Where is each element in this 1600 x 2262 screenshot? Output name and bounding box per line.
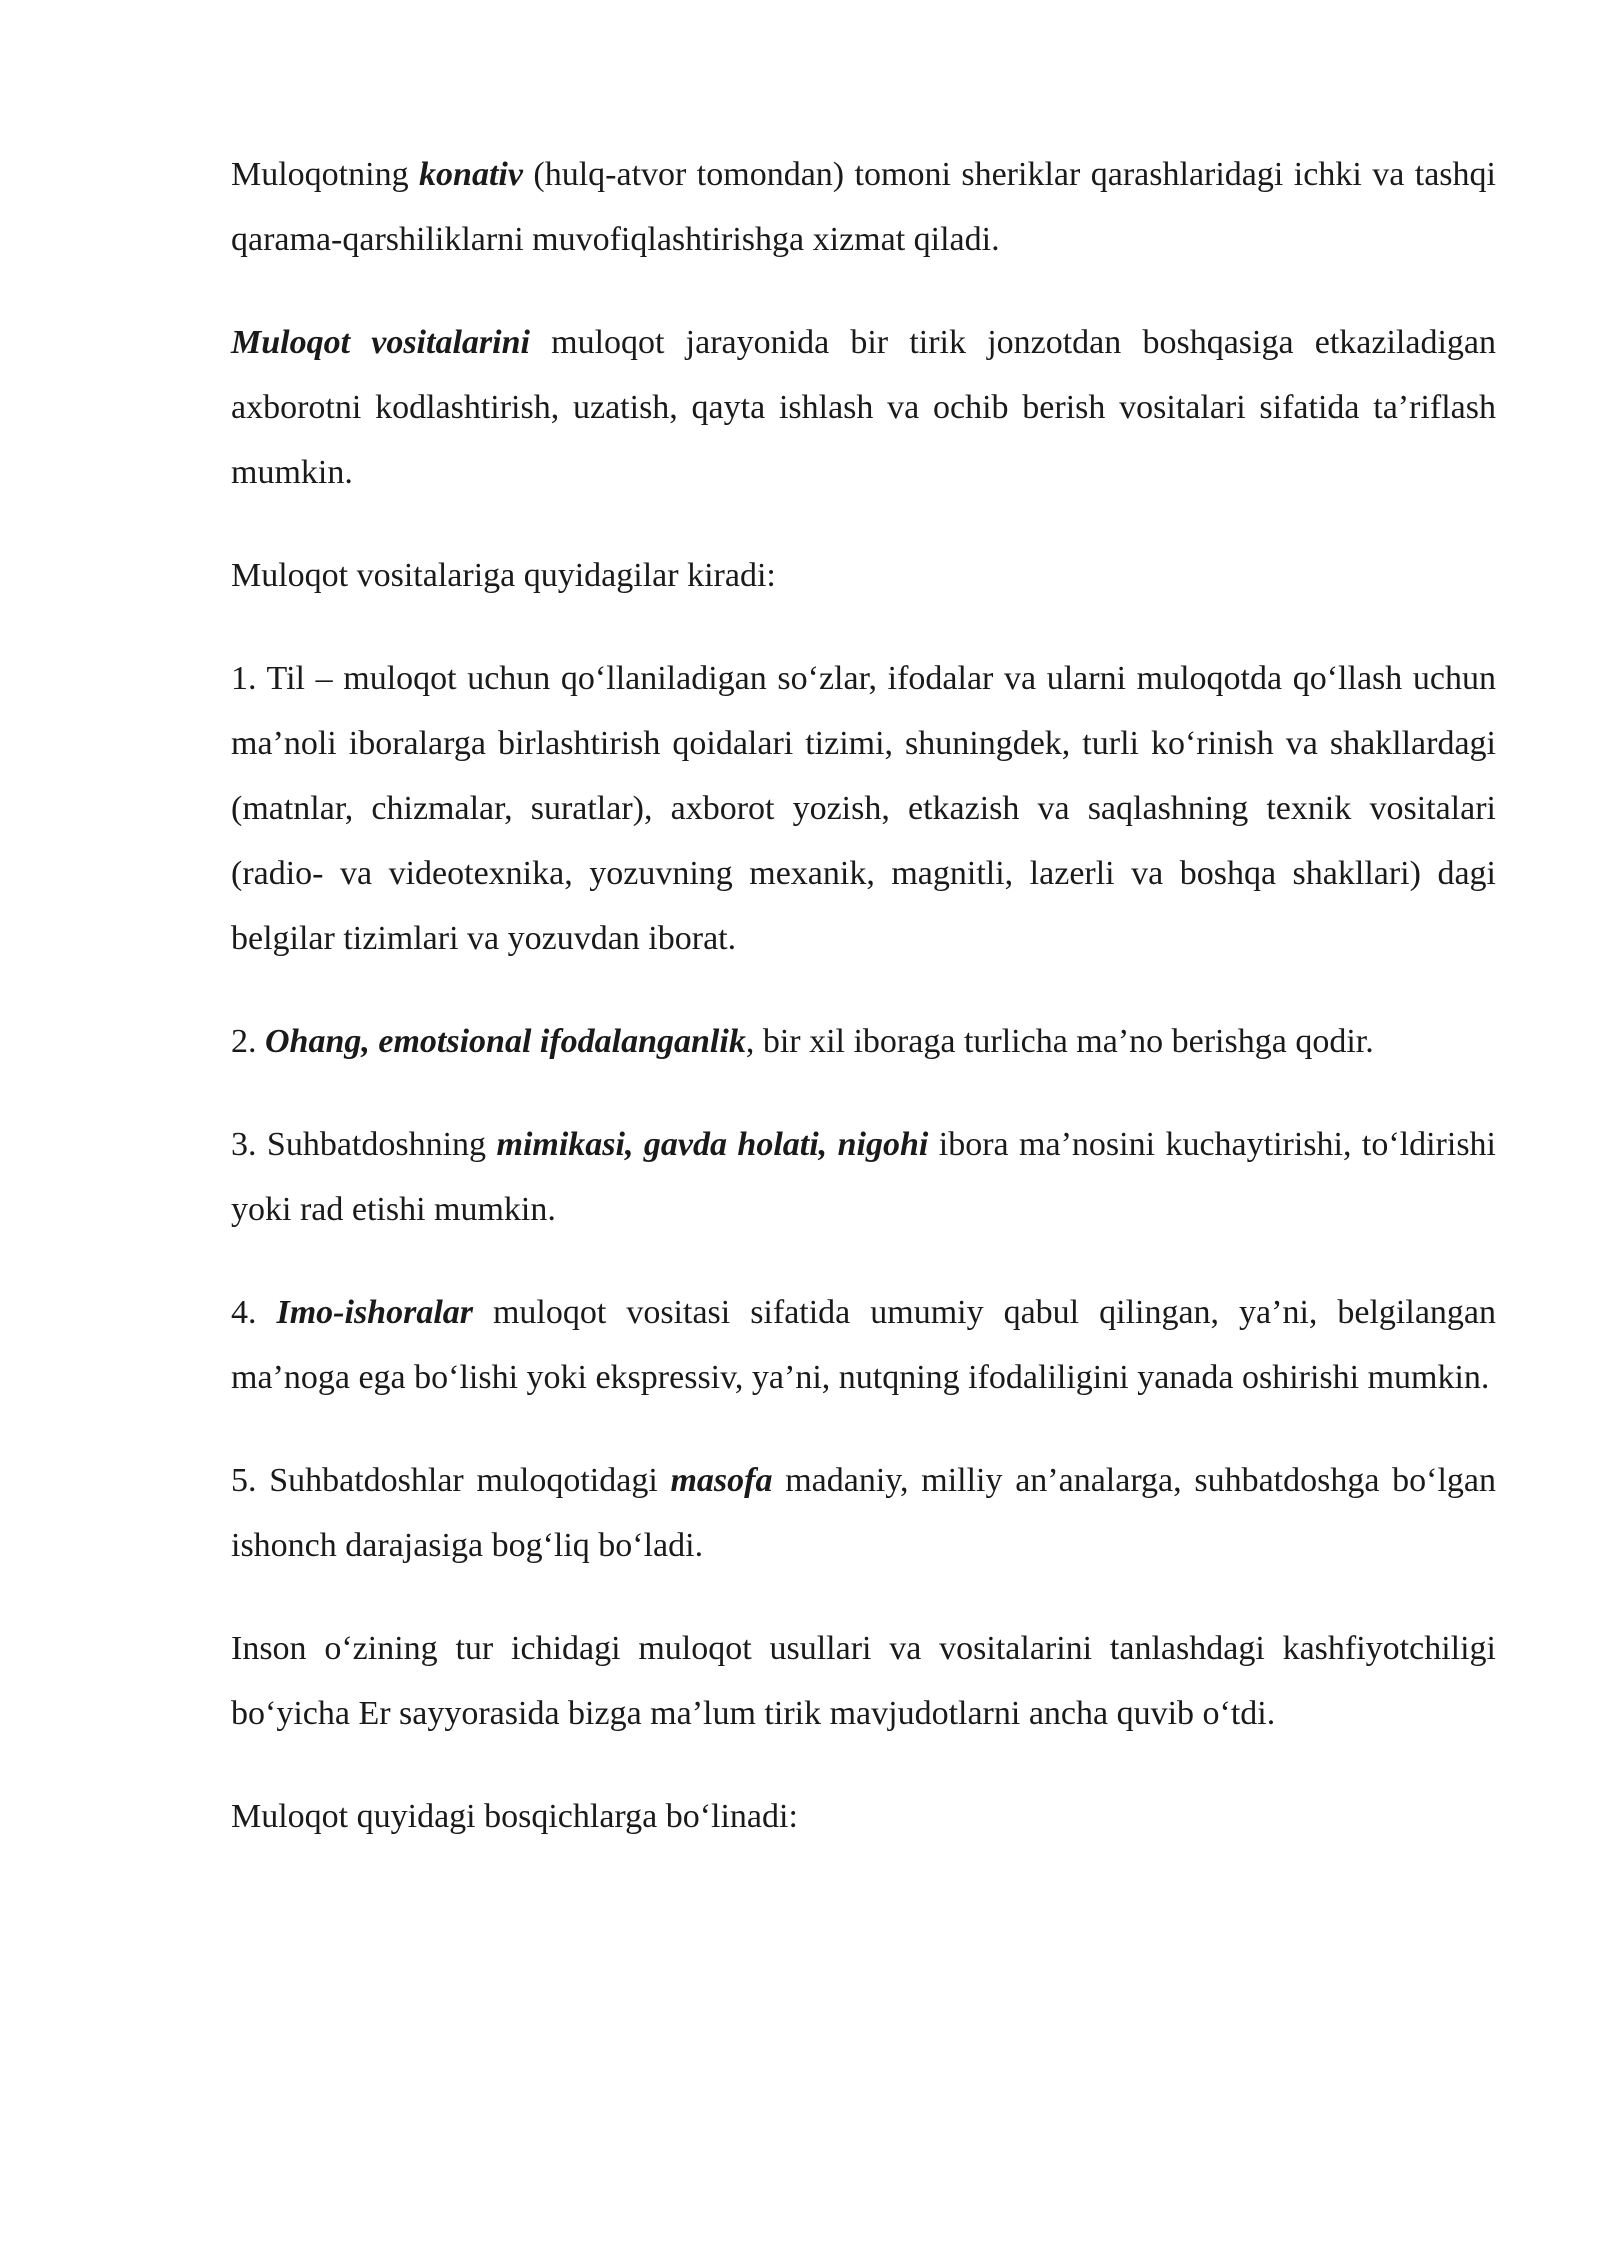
paragraph-text: (hulq-atvor tomondan) tomoni sheriklar qarashlaridagi ichki va tashqi qarama-qarshiliklarni muvofiqlashtirishga xizmat qiladi. (231, 156, 1496, 258)
list-item-2 (231, 1009, 1496, 1074)
term-ohang: Ohang, emotsional ifodalanganlik (265, 1023, 746, 1060)
list-item-text: 3. Suhbatdoshning (231, 1126, 497, 1163)
term-konativ: konativ (419, 156, 523, 193)
list-item-text: ibora ma’nosini kuchaytirishi, to‘ldirishi yoki rad etishi mumkin. (231, 1126, 1497, 1228)
list-item-text: 5. Suhbatdoshlar muloqotidagi (231, 1462, 671, 1499)
term-masofa: masofa (670, 1462, 773, 1499)
paragraph-text: muloqot jarayonida bir tirik jonzotdan boshqasiga etkaziladigan axborotni kodlashtirish, uzatish, qayta ishlash va ochib berish vositalari sifatida ta’riflash mumkin. (231, 324, 1496, 491)
list-item-text: , bir xil iboraga turlicha ma’no berishga qodir. (745, 1023, 1374, 1060)
term-muloqot-vositalarini: Muloqot vositalarini (231, 324, 530, 361)
paragraph-text: Muloqot quyidagi bosqichlarga bo‘linadi: (231, 1798, 798, 1835)
list-item-4 (231, 1280, 1496, 1410)
list-item-number: 2. (231, 1023, 265, 1060)
term-imo-ishoralar: Imo-ishoralar (276, 1294, 473, 1331)
paragraph-muloqot-vositalari (231, 310, 1496, 505)
term-mimikasi: mimikasi, gavda holati, nigohi (496, 1126, 929, 1163)
list-item-5 (231, 1448, 1496, 1578)
paragraph-text: Muloqotning (231, 156, 420, 193)
list-item-text: 1. Til – muloqot uchun qo‘llaniladigan so‘zlar, ifodalar va ularni muloqotda qo‘llash uchun ma’noli iboralarga birlashtirish qoidalari tizimi, shuningdek, turli ko‘rinish va shakllardagi (matnlar, chizmalar, suratlar), axborot yozish, etkazish va saqlashning texnik vositalari (radio- va videotexnika, yozuvning mexanik, magnitli, lazerli va boshqa shakllari) dagi belgilar tizimlari va yozuvdan iborat. (231, 660, 1496, 957)
paragraph-list-intro (231, 543, 1496, 608)
list-item-text: madaniy, milliy an’analarga, suhbatdoshga bo‘lgan ishonch darajasiga bog‘liq bo‘ladi. (231, 1462, 1496, 1564)
paragraph-bosqichlar (231, 1784, 1496, 1849)
list-item-number: 4. (231, 1294, 277, 1331)
paragraph-text: Inson o‘zining tur ichidagi muloqot usullari va vositalarini tanlashdagi kashfiyotchiligi bo‘yicha Er sayyorasida bizga ma’lum tirik mavjudotlarni ancha quvib o‘tdi. (231, 1630, 1496, 1732)
paragraph-inson (231, 1616, 1496, 1746)
list-item-1 (231, 646, 1496, 971)
document-page (231, 142, 1496, 1887)
list-item-3 (231, 1112, 1496, 1242)
list-item-text: muloqot vositasi sifatida umumiy qabul qilingan, ya’ni, belgilangan ma’noga ega bo‘lishi yoki ekspressiv, ya’ni, nutqning ifodaliligini yanada oshirishi mumkin. (231, 1294, 1496, 1396)
paragraph-text: Muloqot vositalariga quyidagilar kiradi: (231, 557, 776, 594)
paragraph-konativ (231, 142, 1496, 272)
